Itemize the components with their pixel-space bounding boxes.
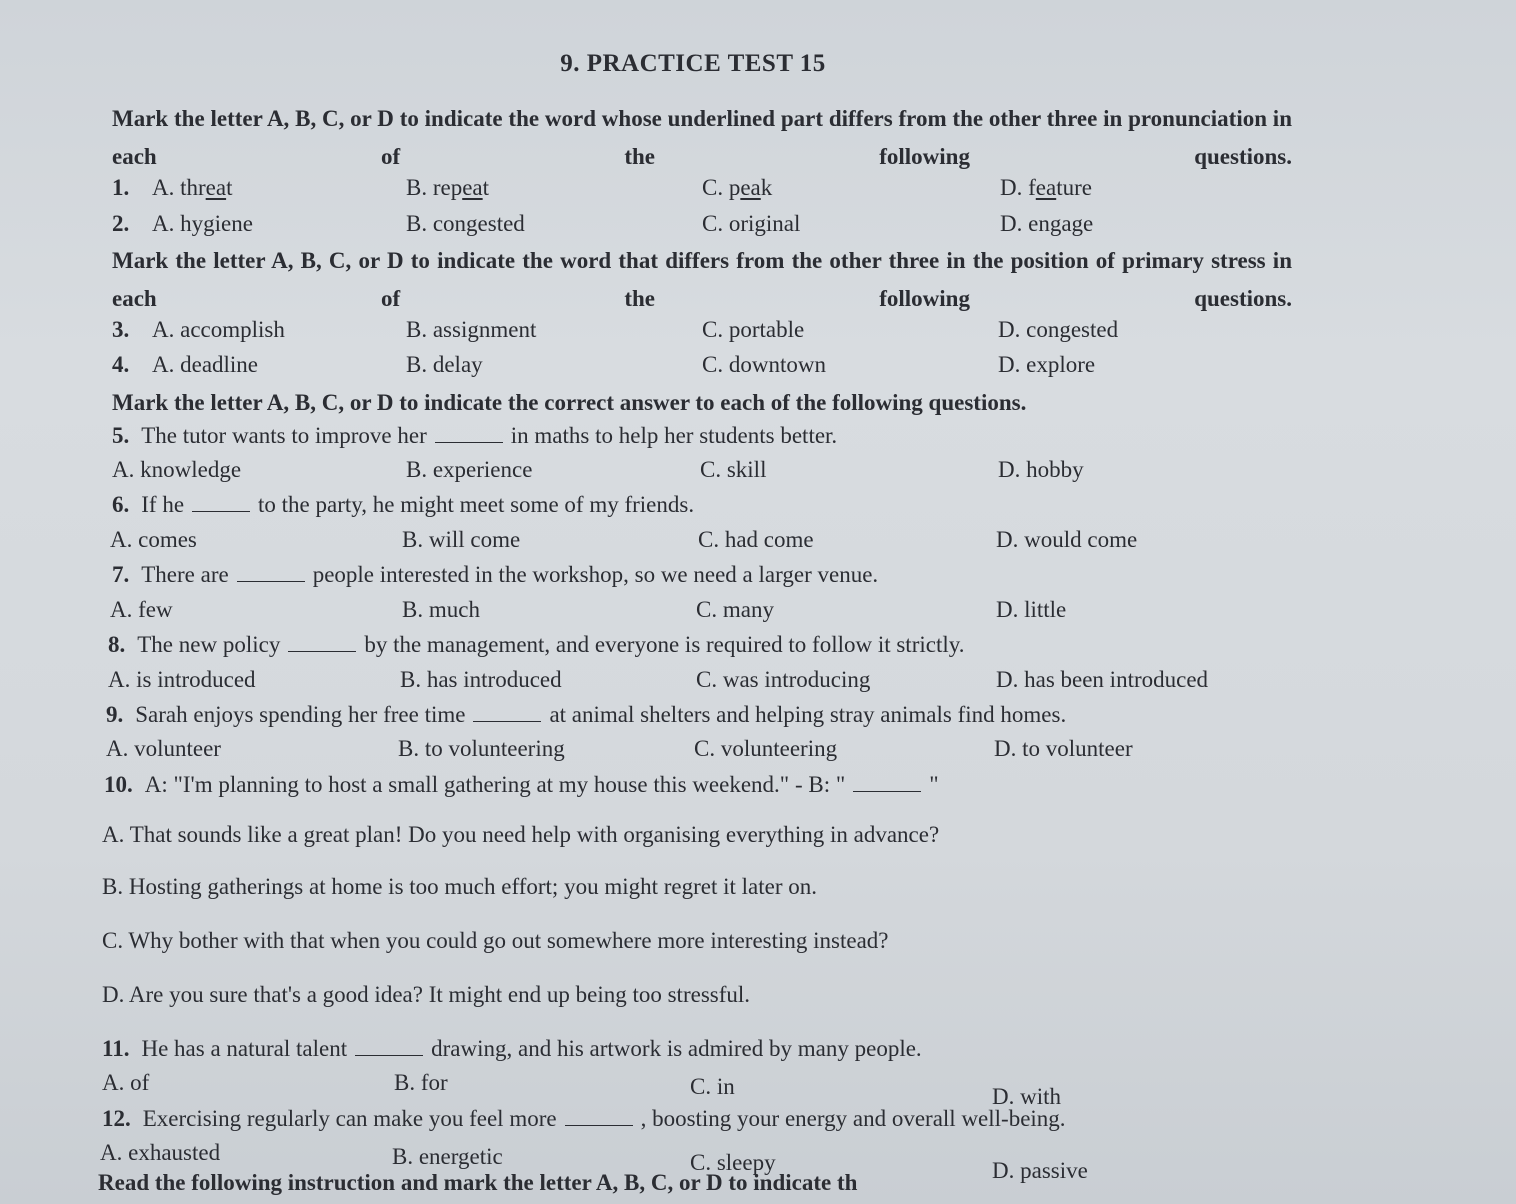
section3-instruction: Mark the letter A, B, C, or D to indicate the correct answer to each of the following questions. (112, 390, 1027, 415)
q3-option-a[interactable]: A. accomplish (152, 317, 285, 342)
q12-option-b[interactable]: B. energetic (392, 1144, 503, 1169)
q7-option-c[interactable]: C. many (696, 597, 774, 622)
q12-option-d[interactable]: D. passive (992, 1158, 1088, 1183)
q10-option-a[interactable]: A. That sounds like a great plan! Do you need help with organising everything in advance? (102, 822, 940, 847)
q3-option-b[interactable]: B. assignment (406, 317, 537, 342)
q10-option-b[interactable]: B. Hosting gatherings at home is too much effort; you might regret it later on. (102, 874, 817, 899)
q10-option-c[interactable]: C. Why bother with that when you could go out somewhere more interesting instead? (102, 928, 889, 953)
q4-option-b[interactable]: B. delay (406, 352, 483, 377)
q3-option-c[interactable]: C. portable (702, 317, 805, 342)
q8-stem: 8. The new policy by the management, and everyone is required to follow it strictly. (108, 632, 965, 657)
q8-blank (288, 633, 356, 652)
q12-stem: 12. Exercising regularly can make you feel more , boosting your energy and overall well-being. (102, 1106, 1066, 1131)
q4-option-d[interactable]: D. explore (998, 352, 1096, 377)
q10-stem: 10. A: "I'm planning to host a small gathering at my house this weekend." - B: " " (104, 772, 939, 797)
q12-option-a[interactable]: A. exhausted (100, 1140, 221, 1165)
q11-option-c[interactable]: C. in (690, 1074, 735, 1099)
q7-option-b[interactable]: B. much (402, 597, 480, 622)
q8-option-b[interactable]: B. has introduced (400, 667, 562, 692)
q6-blank (192, 493, 250, 512)
q9-option-d[interactable]: D. to volunteer (994, 736, 1133, 761)
q11-blank (355, 1037, 423, 1056)
q9-blank (473, 703, 541, 722)
q1-option-d[interactable]: D. feature (1000, 175, 1092, 200)
q5-blank (435, 424, 503, 443)
q6-option-c[interactable]: C. had come (698, 527, 814, 552)
q9-option-a[interactable]: A. volunteer (106, 736, 221, 761)
q5-option-b[interactable]: B. experience (406, 457, 533, 482)
q2-option-d[interactable]: D. engage (1000, 211, 1094, 236)
q6-option-b[interactable]: B. will come (402, 527, 521, 552)
q5-option-c[interactable]: C. skill (700, 457, 767, 482)
page-title: 9. PRACTICE TEST 15 (560, 50, 826, 77)
q3-option-d[interactable]: D. congested (998, 317, 1119, 342)
q8-option-c[interactable]: C. was introducing (696, 667, 871, 692)
q10-blank (853, 773, 921, 792)
q9-option-c[interactable]: C. volunteering (694, 736, 838, 761)
section1-instruction: Mark the letter A, B, C, or D to indicate the word whose underlined part differs from the other three in pronunciation in each of the following questions. (112, 106, 1292, 169)
q7-option-a[interactable]: A. few (110, 597, 173, 622)
next-section-instruction: Read the following instruction and mark the letter A, B, C, or D to indicate th (98, 1170, 858, 1195)
q2-option-c[interactable]: C. original (702, 211, 801, 236)
q1-number: 1. (112, 175, 130, 200)
q6-stem: 6. If he to the party, he might meet some of my friends. (112, 492, 695, 517)
q1-option-c[interactable]: C. peak (702, 175, 773, 200)
section2-instruction: Mark the letter A, B, C, or D to indicate the word that differs from the other three in the position of primary stress in each of the following questions. (112, 248, 1292, 311)
q7-option-d[interactable]: D. little (996, 597, 1067, 622)
q6-option-a[interactable]: A. comes (110, 527, 197, 552)
q3-number: 3. (112, 317, 130, 342)
q9-option-b[interactable]: B. to volunteering (398, 736, 565, 761)
q4-number: 4. (112, 352, 130, 377)
q7-blank (237, 563, 305, 582)
q11-option-a[interactable]: A. of (102, 1070, 150, 1095)
q8-option-d[interactable]: D. has been introduced (996, 667, 1209, 692)
q2-option-a[interactable]: A. hygiene (152, 211, 253, 236)
q5-stem: 5. The tutor wants to improve her in maths to help her students better. (112, 423, 838, 448)
q8-option-a[interactable]: A. is introduced (108, 667, 256, 692)
q4-option-a[interactable]: A. deadline (152, 352, 259, 377)
q10-option-d[interactable]: D. Are you sure that's a good idea? It might end up being too stressful. (102, 982, 751, 1007)
q2-number: 2. (112, 211, 130, 236)
q5-option-a[interactable]: A. knowledge (112, 457, 242, 482)
q11-option-d[interactable]: D. with (992, 1084, 1061, 1109)
q11-option-b[interactable]: B. for (394, 1070, 448, 1095)
q1-option-b[interactable]: B. repeat (406, 175, 490, 200)
q11-stem: 11. He has a natural talent drawing, and his artwork is admired by many people. (102, 1036, 922, 1061)
q12-blank (565, 1107, 633, 1126)
q1-option-a[interactable]: A. threat (152, 175, 233, 200)
q12-option-c[interactable]: C. sleepy (690, 1150, 776, 1175)
q4-option-c[interactable]: C. downtown (702, 352, 826, 377)
q2-option-b[interactable]: B. congested (406, 211, 525, 236)
q9-stem: 9. Sarah enjoys spending her free time at animal shelters and helping stray animals find homes. (106, 702, 1067, 727)
q7-stem: 7. There are people interested in the workshop, so we need a larger venue. (112, 562, 879, 587)
q5-option-d[interactable]: D. hobby (998, 457, 1084, 482)
q6-option-d[interactable]: D. would come (996, 527, 1138, 552)
